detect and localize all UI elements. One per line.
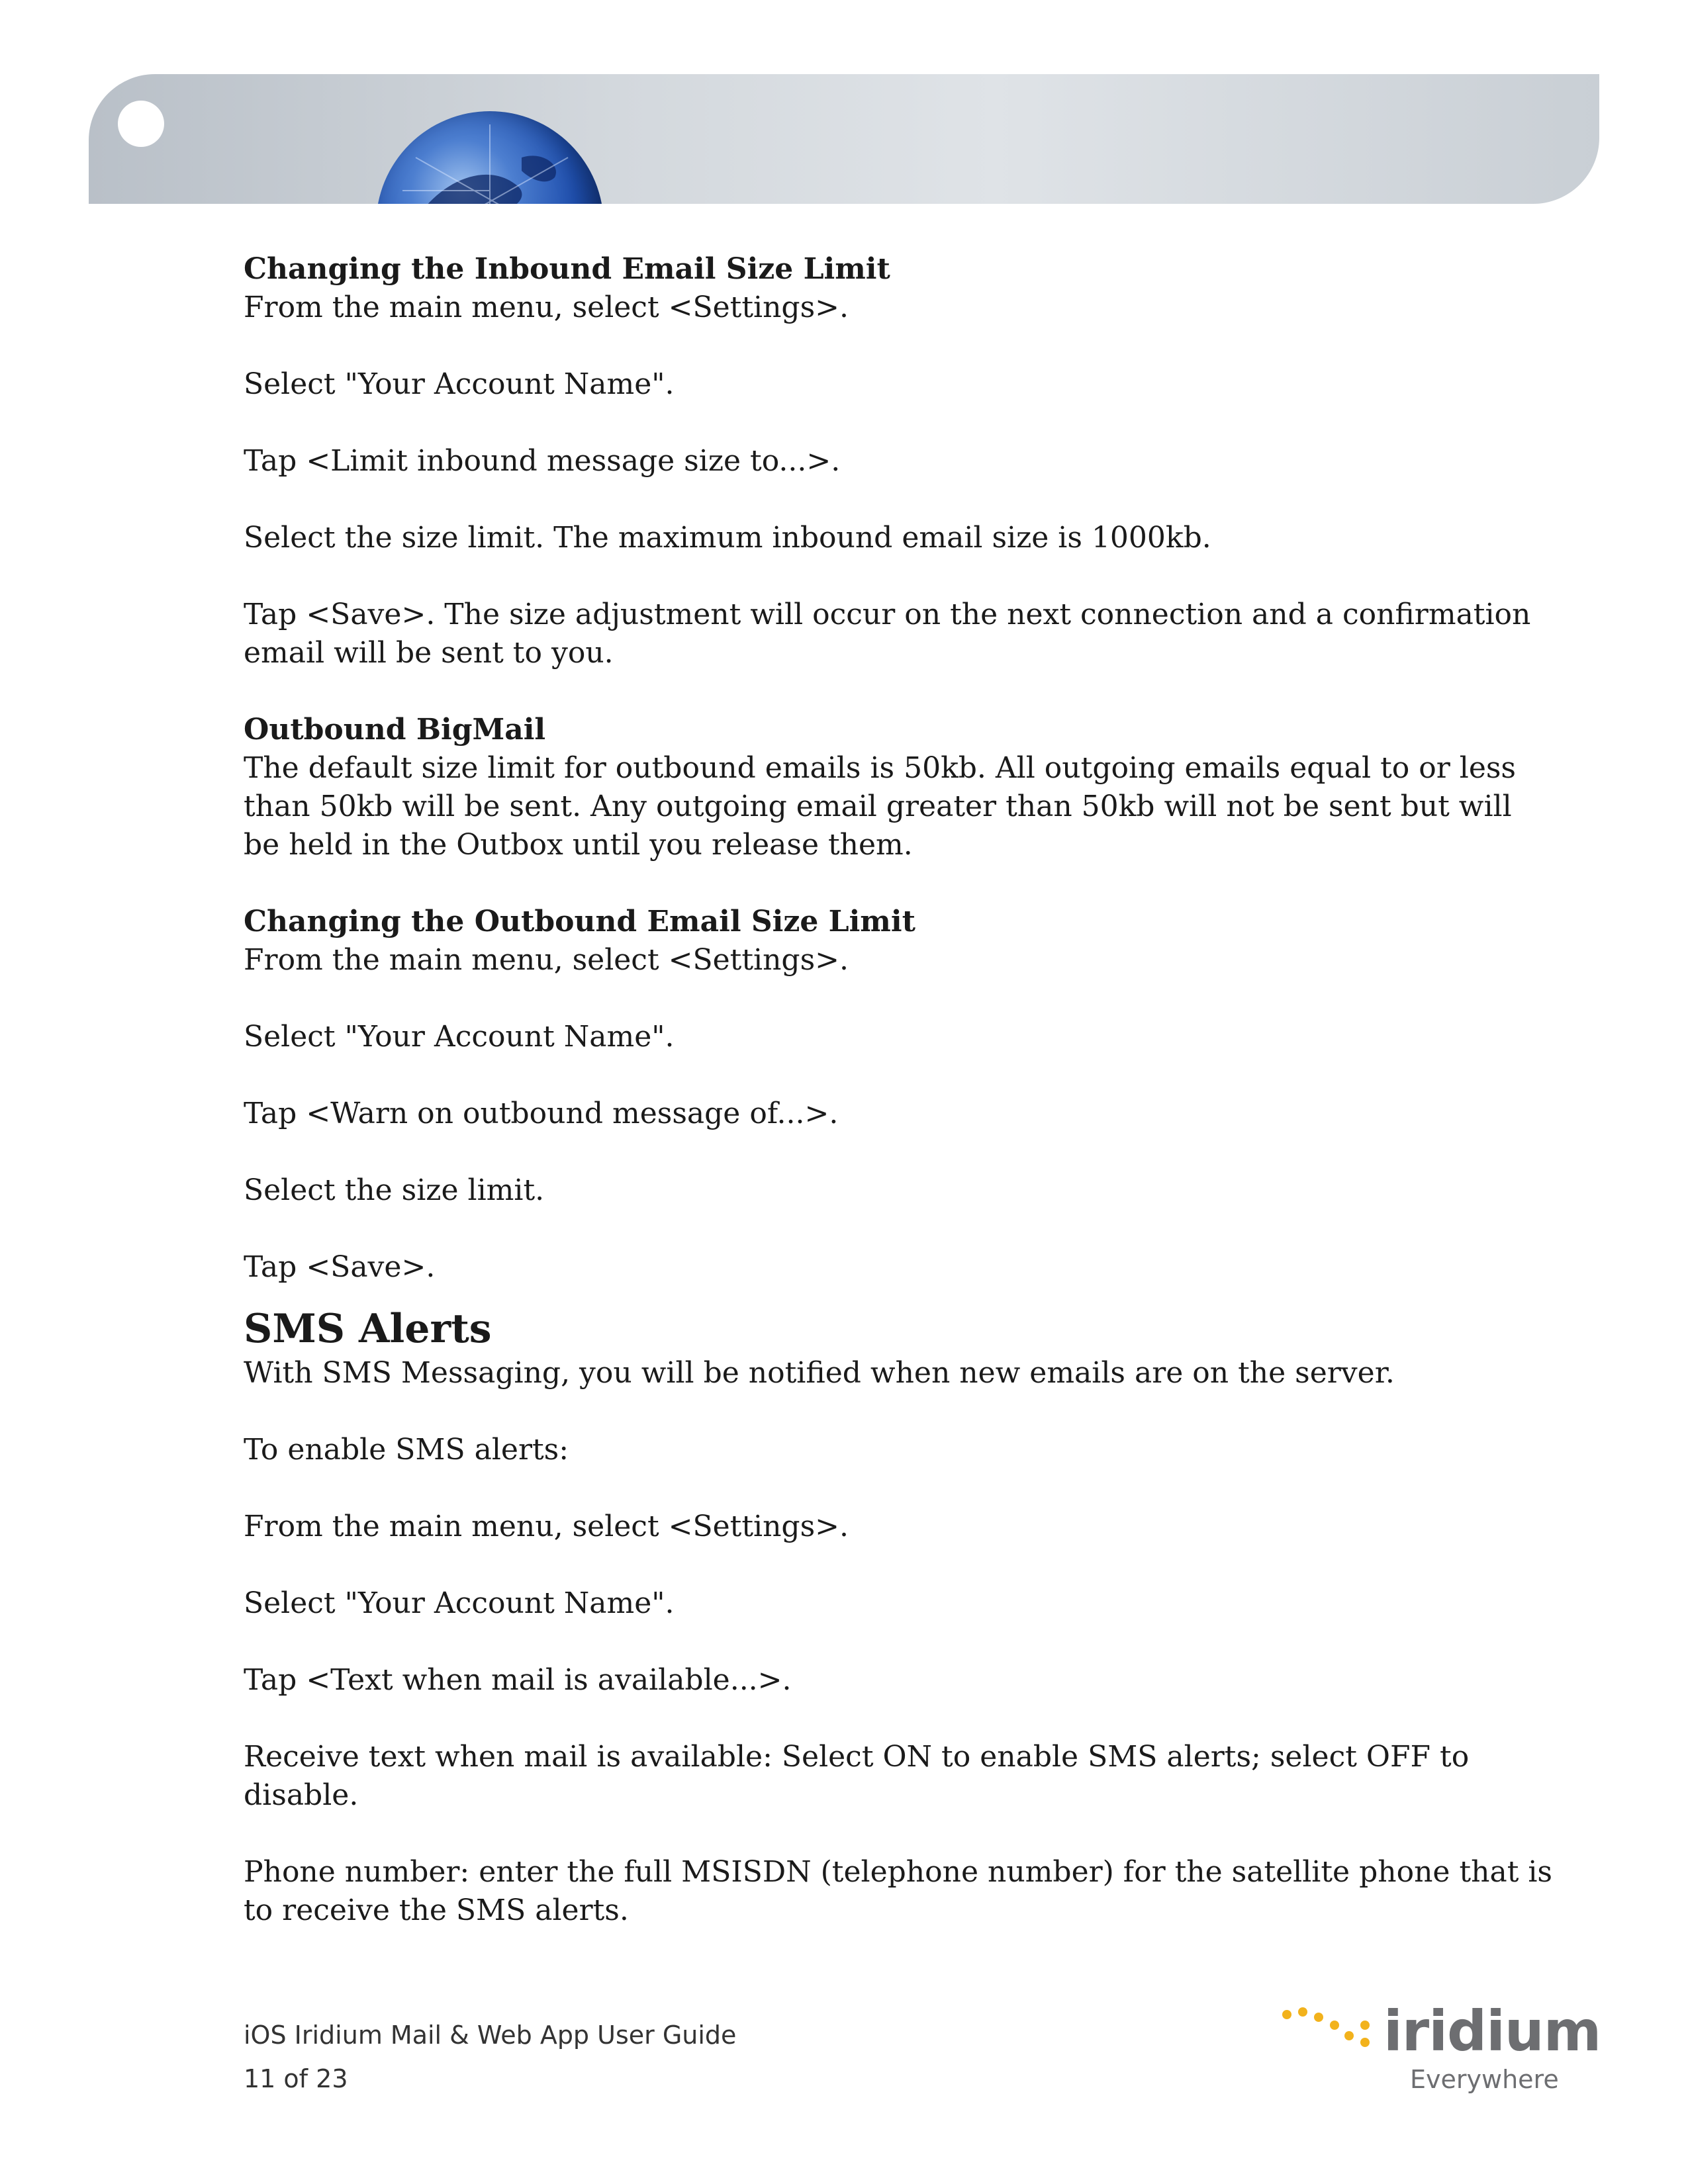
banner-dot [118, 101, 164, 147]
paragraph: From the main menu, select <Settings>. [244, 943, 849, 977]
section-heading-sms: SMS Alerts [244, 1306, 492, 1352]
document-body [244, 250, 1554, 1930]
paragraph: Phone number: enter the full MSISDN (telephone number) for the satellite phone that is to receive the SMS alerts. [244, 1855, 1553, 1927]
section-heading-bigmail: Outbound BigMail [244, 713, 546, 747]
logo-dots-icon [1278, 2005, 1383, 2058]
header-banner [89, 74, 1599, 204]
page-footer [244, 2013, 736, 2101]
paragraph: Tap <Save>. The size adjustment will occur on the next connection and a confirmation email will be sent to you. [244, 598, 1531, 670]
paragraph: To enable SMS alerts: [244, 1433, 569, 1467]
paragraph: Receive text when mail is available: Select ON to enable SMS alerts; select OFF to disable. [244, 1740, 1470, 1812]
paragraph: Select the size limit. The maximum inbound email size is 1000kb. [244, 521, 1211, 555]
paragraph: Select the size limit. [244, 1173, 545, 1207]
paragraph: Tap <Limit inbound message size to...>. [244, 444, 841, 478]
footer-page-number: 11 of 23 [244, 2064, 348, 2093]
section-heading-outbound: Changing the Outbound Email Size Limit [244, 905, 915, 938]
paragraph: From the main menu, select <Settings>. [244, 1510, 849, 1543]
paragraph: Tap <Warn on outbound message of...>. [244, 1097, 839, 1130]
paragraph: Select "Your Account Name". [244, 1586, 675, 1620]
logo-tagline: Everywhere [1410, 2065, 1559, 2094]
section-heading-inbound: Changing the Inbound Email Size Limit [244, 252, 890, 286]
paragraph: With SMS Messaging, you will be notified when new emails are on the server. [244, 1356, 1395, 1390]
paragraph: Select "Your Account Name". [244, 1020, 675, 1054]
paragraph: Tap <Text when mail is available...>. [244, 1663, 792, 1697]
logo-word: iridium [1383, 1999, 1601, 2064]
paragraph: Select "Your Account Name". [244, 367, 675, 401]
paragraph: Tap <Save>. [244, 1250, 436, 1284]
iridium-logo [1278, 1999, 1601, 2098]
footer-guide-title: iOS Iridium Mail & Web App User Guide [244, 2021, 737, 2050]
paragraph: From the main menu, select <Settings>. [244, 291, 849, 324]
paragraph: The default size limit for outbound emails is 50kb. All outgoing emails equal to or less than 50kb will be sent. Any outgoing email greater than 50kb will not be sent but will be held in the Outbox until you release them. [244, 751, 1517, 862]
